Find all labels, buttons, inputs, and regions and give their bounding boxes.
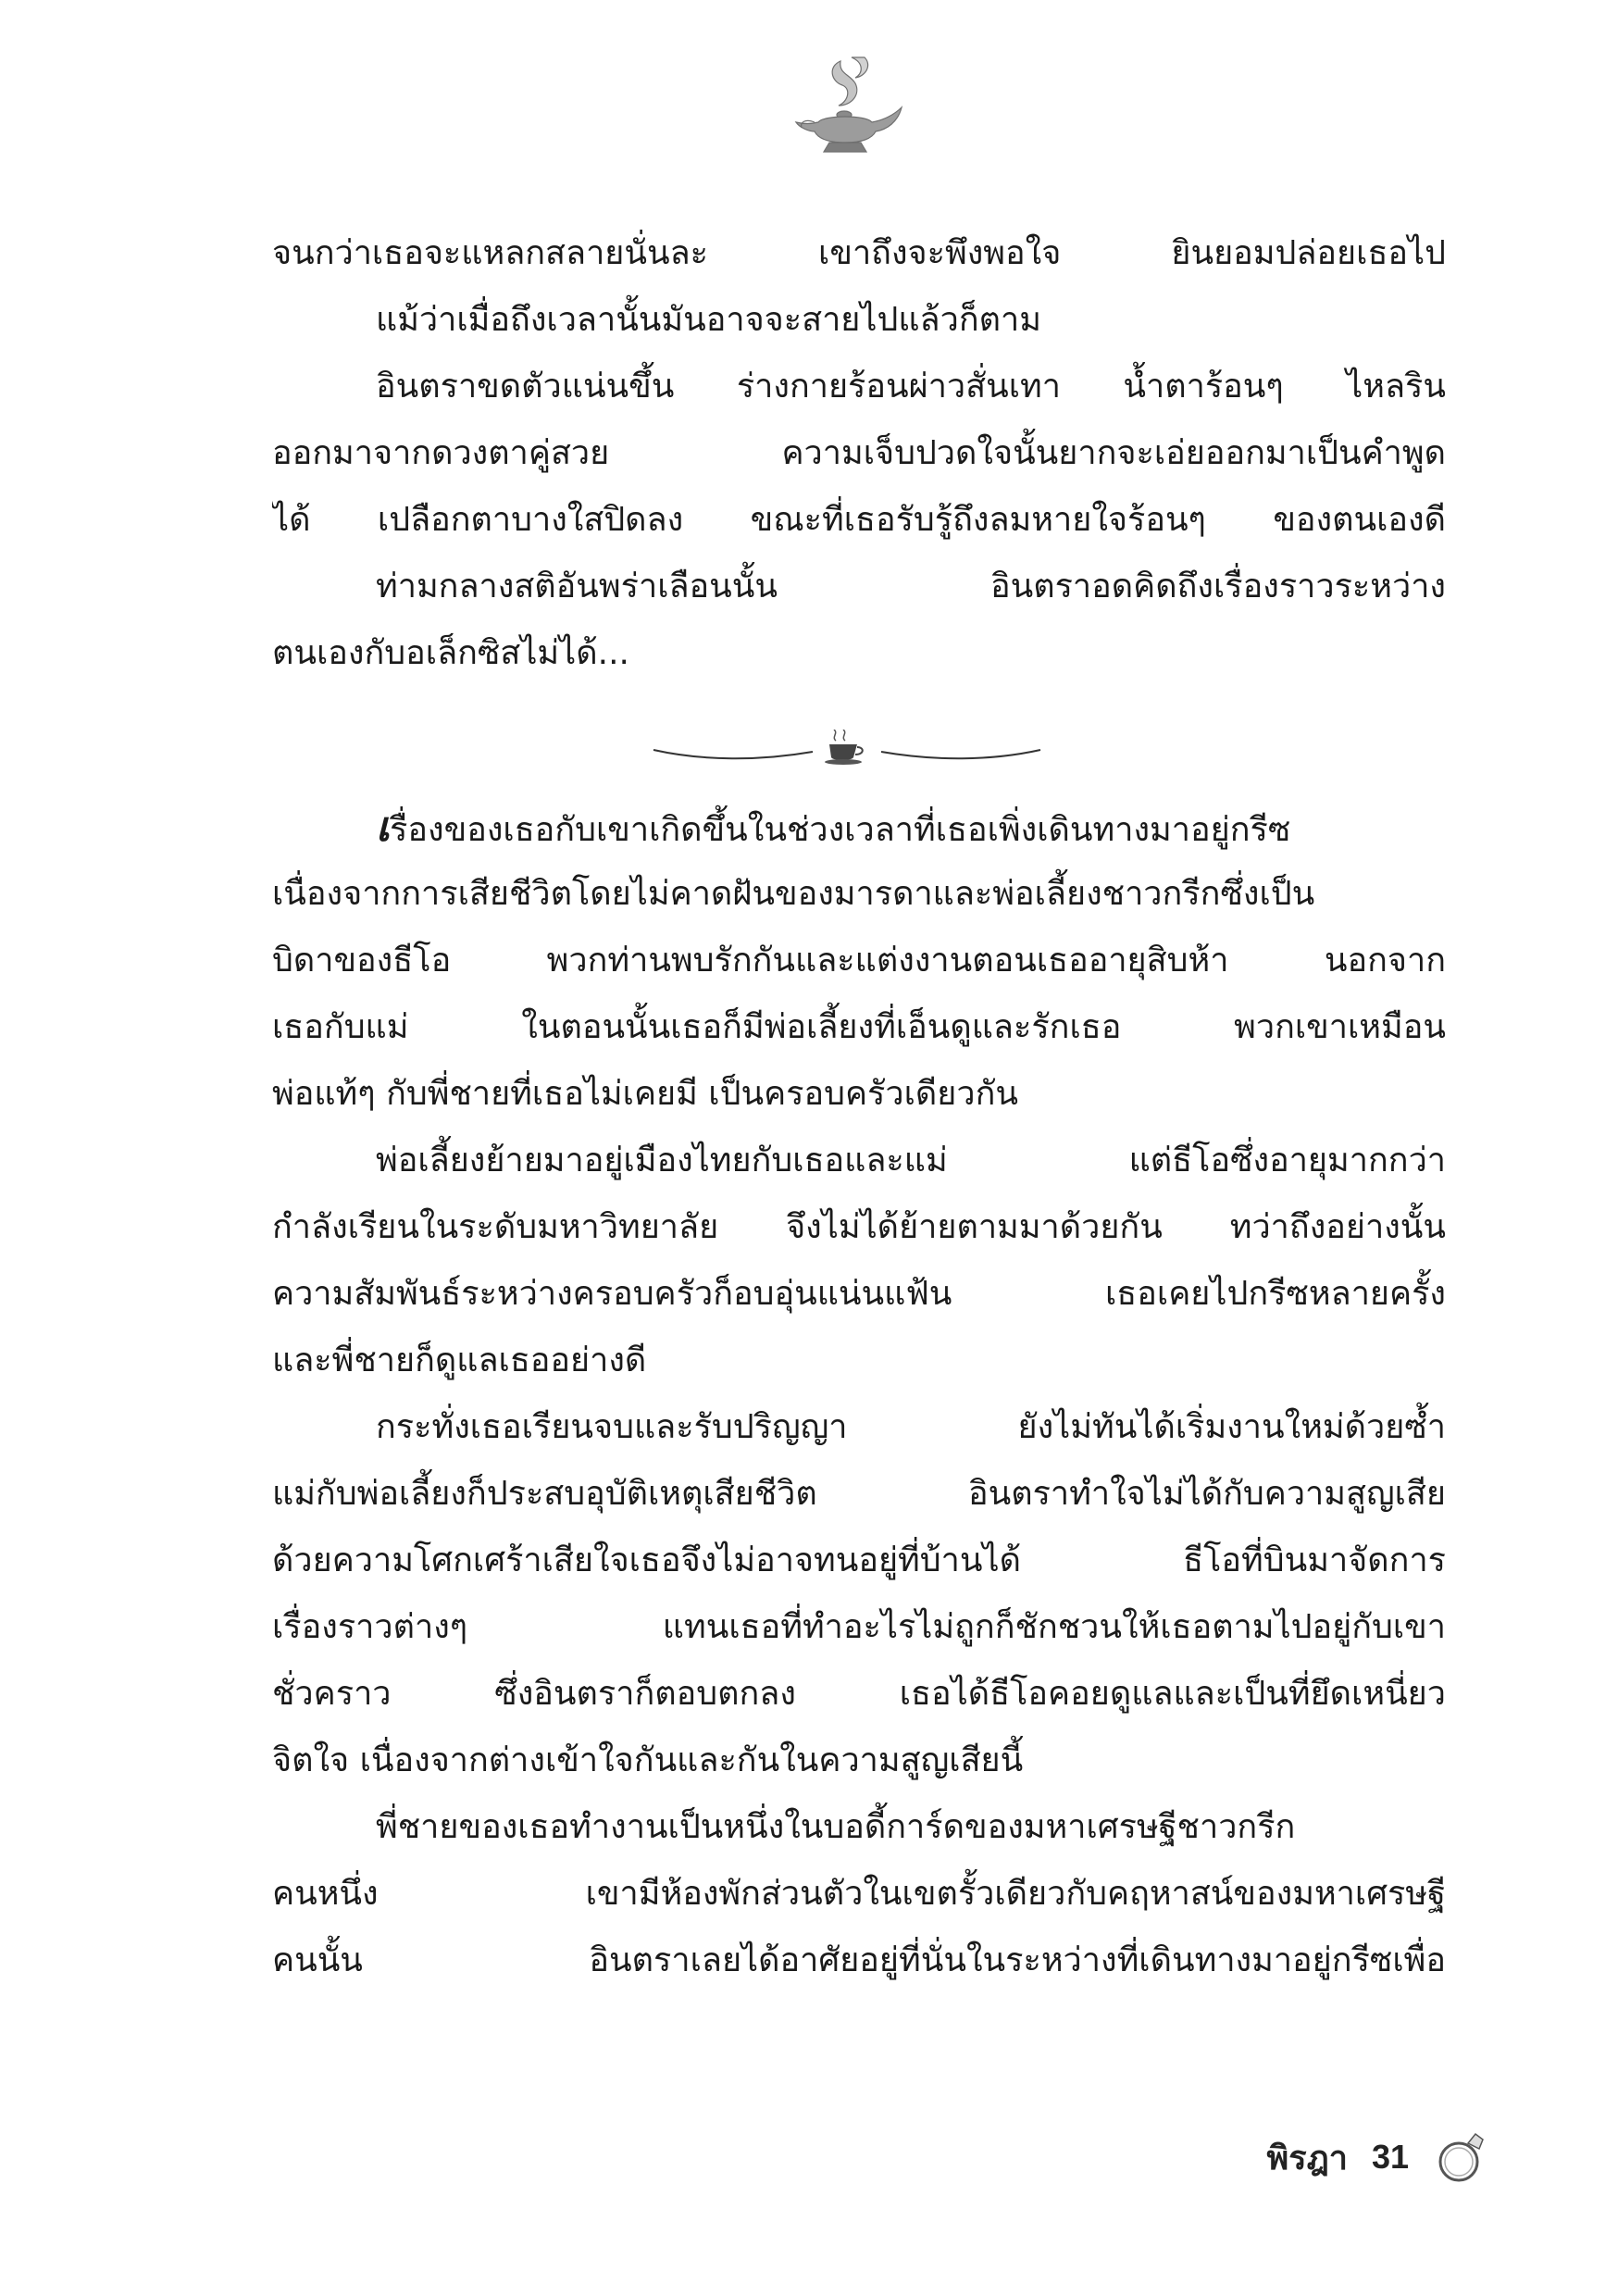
text-line: ด้วยความโศกเศร้าเสียใจเธอจึงไม่อาจทนอยู่ที่บ้านได้ ธีโอที่บินมาจัดการ (272, 1541, 1446, 1579)
text-line: เนื่องจากการเสียชีวิตโดยไม่คาดฝันของมารดาและพ่อเลี้ยงชาวกรีกซึ่งเป็น (272, 875, 1315, 913)
running-title: พิรฎา (1266, 2139, 1348, 2177)
text-line: และพี่ชายก็ดูแลเธออย่างดี (272, 1341, 647, 1379)
text-line: จิตใจ เนื่องจากต่างเข้าใจกันและกันในความสูญเสียนี้ (272, 1741, 1024, 1779)
text-line: พ่อแท้ๆ กับพี่ชายที่เธอไม่เคยมี เป็นครอบครัวเดียวกัน (272, 1075, 1018, 1113)
text-line: ตนเองกับอเล็กซิสไม่ได้... (272, 634, 629, 672)
text-line: ออกมาจากดวงตาคู่สวย ความเจ็บปวดใจนั้นยากจะเอ่ยออกมาเป็นคำพูด (272, 434, 1446, 472)
text-line: เธอกับแม่ ในตอนนั้นเธอก็มีพ่อเลี้ยงที่เอ็นดูและรักเธอ พวกเขาเหมือน (272, 1008, 1446, 1046)
text-line: ได้ เปลือกตาบางใสปิดลง ขณะที่เธอรับรู้ถึงลมหายใจร้อนๆ ของตนเองดี (272, 501, 1446, 539)
text-line: คนหนึ่ง เขามีห้องพักส่วนตัวในเขตรั้วเดียวกับคฤหาสน์ของมหาเศรษฐี (272, 1875, 1446, 1913)
text-line: กระทั่งเธอเรียนจบและรับปริญญา ยังไม่ทันได้เริ่มงานใหม่ด้วยซ้ำ (376, 1408, 1446, 1446)
text-line: อินตราขดตัวแน่นขึ้น ร่างกายร้อนผ่าวสั่นเทา น้ำตาร้อนๆ ไหลริน (376, 368, 1446, 406)
text-line: พี่ชายของเธอทำงานเป็นหนึ่งในบอดี้การ์ดของมหาเศรษฐีชาวกรีก (376, 1808, 1296, 1846)
main-text (272, 220, 1446, 1994)
text-line: คนนั้น อินตราเลยได้อาศัยอยู่ที่นั่นในระหว่างที่เดินทางมาอยู่กรีซเพื่อ (272, 1941, 1446, 1979)
text-line: กำลังเรียนในระดับมหาวิทยาลัย จึงไม่ได้ย้ายตามมาด้วยกัน ทว่าถึงอย่างนั้น (272, 1208, 1446, 1246)
coffee-cup-icon (825, 730, 863, 765)
text-line: ความสัมพันธ์ระหว่างครอบครัวก็อบอุ่นแน่นแฟ้น เธอเคยไปกรีซหลายครั้ง (272, 1275, 1446, 1313)
page-footer (1157, 2120, 1490, 2194)
text-line: พ่อเลี้ยงย้ายมาอยู่เมืองไทยกับเธอและแม่ แต่ธีโอซึ่งอายุมากกว่า (376, 1142, 1446, 1179)
text-line: บิดาของธีโอ พวกท่านพบรักกันและแต่งงานตอนเธออายุสิบห้า นอกจาก (272, 942, 1446, 980)
genie-lamp-icon (787, 54, 907, 165)
text-line: แม่กับพ่อเลี้ยงก็ประสบอุบัติเหตุเสียชีวิต อินตราทำใจไม่ได้กับความสูญเสีย (272, 1475, 1446, 1513)
text-line: เรื่องราวต่างๆ แทนเธอที่ทำอะไรไม่ถูกก็ชักชวนให้เธอตามไปอยู่กับเขา (272, 1608, 1446, 1646)
section-divider (648, 730, 1046, 776)
ring-icon (1433, 2128, 1490, 2186)
first-line-text: รื่องของเธอกับเขาเกิดขึ้นในช่วงเวลาที่เธอเพิ่งเดินทางมาอยู่กรีซ (390, 811, 1291, 849)
text-line: จนกว่าเธอจะแหลกสลายนั่นละ เขาถึงจะพึงพอใจ ยินยอมปล่อยเธอไป (272, 234, 1446, 272)
text-line: ท่ามกลางสติอันพร่าเลือนนั้น อินตราอดคิดถึงเรื่องราวระหว่าง (376, 568, 1446, 605)
drop-cap: เ (376, 804, 391, 851)
text-line: แม้ว่าเมื่อถึงเวลานั้นมันอาจจะสายไปแล้วก็ตาม (376, 301, 1041, 339)
page-number: 31 (1371, 2138, 1409, 2176)
text-line: ชั่วคราว ซึ่งอินตราก็ตอบตกลง เธอได้ธีโอคอยดูแลและเป็นที่ยึดเหนี่ยว (272, 1675, 1446, 1713)
text-line-first (272, 794, 1446, 861)
